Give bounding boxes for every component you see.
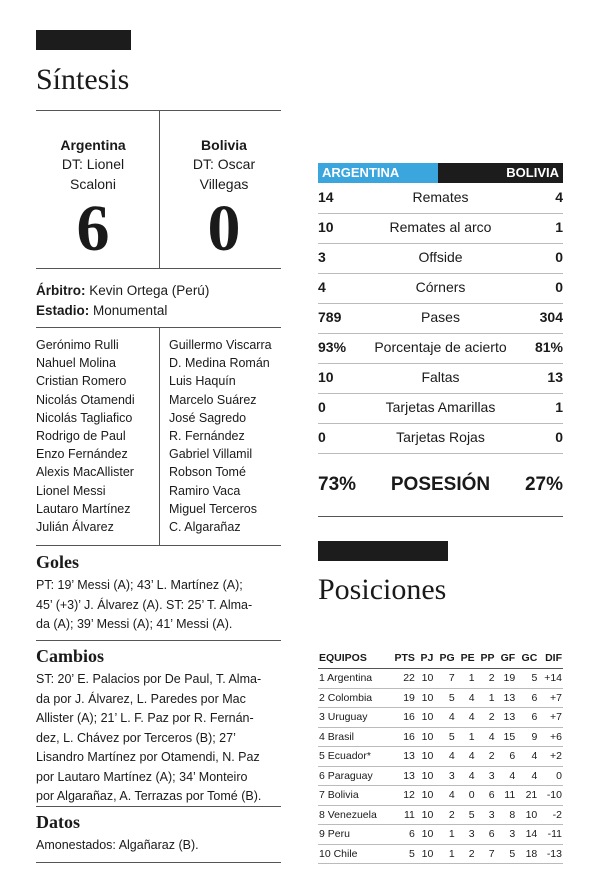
table-row (318, 669, 563, 689)
team-cell: 7 Bolivia (318, 786, 388, 806)
stat-cell: 5 (456, 805, 476, 825)
stat-cell: 10 (416, 669, 434, 689)
posesion-row (318, 470, 563, 500)
posesion-label: POSESIÓN (390, 474, 491, 495)
estadio-label: Estadio: (36, 303, 90, 318)
stat-cell: 19 (388, 688, 416, 708)
column-header: PTS (388, 648, 416, 669)
stat-cell: 2 (434, 805, 455, 825)
team-cell: 6 Paraguay (318, 766, 388, 786)
posesion-home: 73% (318, 474, 357, 495)
stat-cell: 14 (516, 825, 538, 845)
stat-cell: +7 (538, 688, 563, 708)
home-player: Alexis MacAllister (36, 465, 134, 480)
away-lineup (169, 336, 272, 536)
away-team-name: Bolivia (201, 137, 247, 153)
stat-cell: 12 (388, 786, 416, 806)
stat-cell: 16 (388, 708, 416, 728)
divider (36, 806, 281, 807)
stat-cell: 2 (476, 747, 496, 767)
stat-cell: 10 (416, 805, 434, 825)
stat-label: Faltas (421, 369, 460, 385)
stat-cell: 10 (416, 747, 434, 767)
stat-cell: 10 (416, 844, 434, 864)
goles-text (36, 576, 284, 635)
stat-cell: 3 (476, 805, 496, 825)
cambios-line: Allister (A); 21’ L. F. Paz por R. Fernán- (36, 711, 254, 725)
stat-away-value: 1 (555, 399, 563, 415)
stat-cell: -2 (538, 805, 563, 825)
stat-cell: 4 (456, 688, 476, 708)
stat-cell: 2 (476, 708, 496, 728)
stat-cell: 18 (516, 844, 538, 864)
stats-header (318, 163, 563, 183)
away-player: Miguel Terceros (169, 501, 258, 516)
column-header: EQUIPOS (318, 648, 388, 669)
stat-cell: 7 (476, 844, 496, 864)
stat-away-value: 304 (539, 309, 563, 325)
section-header-bar (36, 30, 131, 50)
stat-cell: +2 (538, 747, 563, 767)
stat-cell: 13 (496, 688, 517, 708)
column-header: PP (476, 648, 496, 669)
stat-cell: 3 (456, 825, 476, 845)
home-player: Nicolás Otamendi (36, 392, 135, 407)
stat-cell: 2 (476, 669, 496, 689)
stat-cell: 4 (516, 747, 538, 767)
divider (36, 268, 281, 269)
stat-home-value: 3 (318, 249, 326, 265)
stat-cell: 1 (456, 727, 476, 747)
stat-cell: 11 (388, 805, 416, 825)
team-cell: 1 Argentina (318, 669, 388, 689)
team-cell: 8 Venezuela (318, 805, 388, 825)
home-player: Gerónimo Rulli (36, 338, 119, 352)
home-player: Cristian Romero (36, 374, 127, 389)
table-row (318, 747, 563, 767)
stat-row (318, 393, 563, 424)
table-row (318, 825, 563, 845)
away-team-dt-line2: Villegas (199, 176, 249, 192)
divider (318, 516, 563, 517)
home-team-dt-line1: DT: Lionel (61, 156, 125, 172)
stat-label: Pases (421, 309, 460, 325)
column-header: PJ (416, 648, 434, 669)
team-cell: 5 Ecuador* (318, 747, 388, 767)
stat-cell: -13 (538, 844, 563, 864)
stat-cell: 8 (496, 805, 517, 825)
stat-label: Porcentaje de acierto (374, 339, 507, 355)
stat-cell: 21 (516, 786, 538, 806)
column-header: PE (456, 648, 476, 669)
stat-cell: 3 (434, 766, 455, 786)
away-player: R. Fernández (169, 429, 245, 444)
stat-cell: 7 (434, 669, 455, 689)
stat-cell: 16 (388, 727, 416, 747)
posesion-away: 27% (524, 474, 563, 495)
stat-cell: 13 (388, 747, 416, 767)
cambios-line: Lisandro Martínez por Otamendi, N. Paz (36, 750, 260, 764)
stat-cell: 4 (434, 786, 455, 806)
stat-cell: 13 (388, 766, 416, 786)
table-row (318, 805, 563, 825)
stat-cell: 4 (456, 708, 476, 728)
team-cell: 4 Brasil (318, 727, 388, 747)
stat-row (318, 213, 563, 244)
stat-cell: 22 (388, 669, 416, 689)
stat-row (318, 333, 563, 364)
goles-line: da (A); 39’ Messi (A); 41’ Messi (A). (36, 617, 233, 631)
vertical-divider-players (159, 328, 160, 545)
cambios-line: por Lautaro Martínez (A); 34’ Monteiro (36, 769, 248, 784)
stat-cell: 13 (496, 708, 517, 728)
home-player: Nahuel Molina (36, 356, 116, 371)
stat-cell: 4 (496, 766, 517, 786)
divider (36, 640, 281, 641)
stat-cell: 4 (434, 747, 455, 767)
stat-cell: 0 (538, 766, 563, 786)
stat-cell: 15 (496, 727, 517, 747)
stat-away-value: 0 (555, 429, 563, 445)
table-row (318, 727, 563, 747)
stat-away-value: 0 (555, 249, 563, 265)
away-score: 0 (207, 192, 241, 265)
table-row (318, 844, 563, 864)
stats-away-label: BOLIVIA (438, 163, 563, 183)
arbitro-value: Kevin Ortega (Perú) (89, 283, 210, 298)
stat-cell: 4 (456, 766, 476, 786)
estadio-line (36, 300, 167, 321)
stat-cell: 10 (516, 805, 538, 825)
stat-cell: 2 (456, 844, 476, 864)
away-player: Luis Haquín (169, 374, 236, 389)
divider (36, 862, 281, 863)
stat-cell: 9 (516, 727, 538, 747)
stat-cell: +14 (538, 669, 563, 689)
home-team-dt-line2: Scaloni (70, 176, 116, 192)
cambios-line: por Algarañaz, A. Terrazas por Tomé (B). (36, 789, 262, 803)
cambios-line: dez, L. Chávez por Terceros (B); 27’ (36, 730, 236, 745)
stat-row (318, 423, 563, 454)
stat-away-value: 1 (555, 219, 563, 235)
cambios-line: ST: 20’ E. Palacios por De Paul, T. Alma- (36, 672, 262, 686)
sintesis-title: Síntesis (36, 63, 130, 96)
cambios-line: da por J. Álvarez, L. Paredes por Mac (36, 691, 246, 706)
home-player: Rodrigo de Paul (36, 429, 126, 444)
away-player: Ramiro Vaca (169, 483, 241, 498)
stat-home-value: 10 (318, 219, 334, 235)
goles-line: 45’ (+3)’ J. Álvarez (A). ST: 25’ T. Alma- (36, 597, 253, 612)
stat-home-value: 14 (318, 189, 334, 205)
datos-title: Datos (36, 812, 80, 832)
table-row (318, 786, 563, 806)
away-player: José Sagredo (169, 410, 247, 425)
table-row (318, 708, 563, 728)
away-player: Guillermo Viscarra (169, 338, 272, 352)
stat-cell: 1 (434, 825, 455, 845)
stat-cell: 19 (496, 669, 517, 689)
stat-row (318, 243, 563, 274)
stat-away-value: 81% (534, 339, 563, 355)
team-cell: 10 Chile (318, 844, 388, 864)
stat-cell: 4 (476, 727, 496, 747)
home-player: Lautaro Martínez (36, 501, 131, 516)
stat-cell: 10 (416, 766, 434, 786)
away-player: Robson Tomé (169, 465, 246, 480)
posiciones-header-bar (318, 541, 448, 561)
stat-label: Tarjetas Rojas (396, 429, 485, 445)
stat-cell: 5 (388, 844, 416, 864)
standings-header-row (318, 648, 563, 669)
stat-home-value: 10 (318, 369, 334, 385)
stat-row (318, 363, 563, 394)
away-player: D. Medina Román (169, 356, 270, 371)
stat-cell: 3 (476, 766, 496, 786)
stat-cell: 10 (416, 825, 434, 845)
team-cell: 2 Colombia (318, 688, 388, 708)
stat-row (318, 183, 563, 214)
team-cell: 9 Peru (318, 825, 388, 845)
stat-cell: 1 (434, 844, 455, 864)
home-player: Julián Álvarez (36, 520, 114, 535)
column-header: GC (516, 648, 538, 669)
team-cell: 3 Uruguay (318, 708, 388, 728)
divider (36, 545, 281, 546)
stat-cell: 6 (516, 688, 538, 708)
stat-row (318, 303, 563, 334)
stat-cell: 11 (496, 786, 517, 806)
away-team-dt-line1: DT: Oscar (192, 156, 256, 172)
away-player: Gabriel Villamil (169, 447, 253, 462)
stat-cell: -10 (538, 786, 563, 806)
arbitro-line (36, 280, 209, 301)
stat-home-value: 0 (318, 399, 326, 415)
stat-cell: 6 (516, 708, 538, 728)
stat-cell: 5 (516, 669, 538, 689)
stat-cell: 5 (434, 727, 455, 747)
stat-label: Remates (412, 189, 469, 205)
home-player: Lionel Messi (36, 483, 106, 498)
column-header: DIF (538, 648, 563, 669)
stat-cell: 10 (416, 727, 434, 747)
stat-cell: 4 (434, 708, 455, 728)
away-player: C. Algarañaz (169, 520, 241, 535)
table-row (318, 688, 563, 708)
home-player: Enzo Fernández (36, 447, 128, 462)
stat-label: Tarjetas Amarillas (385, 399, 496, 415)
stat-cell: 10 (416, 786, 434, 806)
stat-cell: 6 (476, 786, 496, 806)
stat-cell: 5 (496, 844, 517, 864)
stats-home-label: ARGENTINA (318, 163, 438, 183)
stat-label: Offside (418, 249, 463, 265)
home-score: 6 (76, 192, 110, 265)
stat-cell: +7 (538, 708, 563, 728)
stat-cell: 3 (496, 825, 517, 845)
stat-cell: 4 (516, 766, 538, 786)
stat-label: Córners (415, 279, 466, 295)
column-header: GF (496, 648, 517, 669)
datos-text: Amonestados: Algañaraz (B). (36, 838, 199, 852)
column-header: PG (434, 648, 455, 669)
stat-cell: 1 (476, 688, 496, 708)
vertical-divider-teams (159, 111, 160, 268)
stat-cell: 1 (456, 669, 476, 689)
stat-cell: 0 (456, 786, 476, 806)
posiciones-title: Posiciones (318, 573, 447, 606)
stat-cell: 6 (476, 825, 496, 845)
stat-home-value: 789 (318, 309, 342, 325)
stat-cell: 5 (434, 688, 455, 708)
stat-row (318, 273, 563, 304)
home-lineup (36, 336, 135, 536)
cambios-title: Cambios (36, 646, 105, 666)
stat-home-value: 0 (318, 429, 326, 445)
stat-cell: -11 (538, 825, 563, 845)
standings-table (318, 648, 563, 864)
stat-cell: 6 (388, 825, 416, 845)
stat-cell: +6 (538, 727, 563, 747)
arbitro-label: Árbitro: (36, 283, 86, 298)
stat-cell: 4 (456, 747, 476, 767)
stat-label: Remates al arco (389, 219, 492, 235)
stat-away-value: 4 (555, 189, 563, 205)
away-player: Marcelo Suárez (169, 392, 257, 407)
stat-home-value: 4 (318, 279, 326, 295)
estadio-value: Monumental (93, 303, 168, 318)
cambios-text (36, 670, 284, 807)
stat-cell: 6 (496, 747, 517, 767)
home-player: Nicolás Tagliafico (36, 410, 133, 425)
goles-title: Goles (36, 552, 79, 572)
goles-line: PT: 19’ Messi (A); 43’ L. Martínez (A); (36, 578, 243, 592)
stat-home-value: 93% (318, 339, 347, 355)
stat-cell: 10 (416, 688, 434, 708)
home-team-name: Argentina (60, 137, 126, 153)
table-row (318, 766, 563, 786)
stat-cell: 10 (416, 708, 434, 728)
stat-away-value: 0 (555, 279, 563, 295)
stat-away-value: 13 (547, 369, 563, 385)
